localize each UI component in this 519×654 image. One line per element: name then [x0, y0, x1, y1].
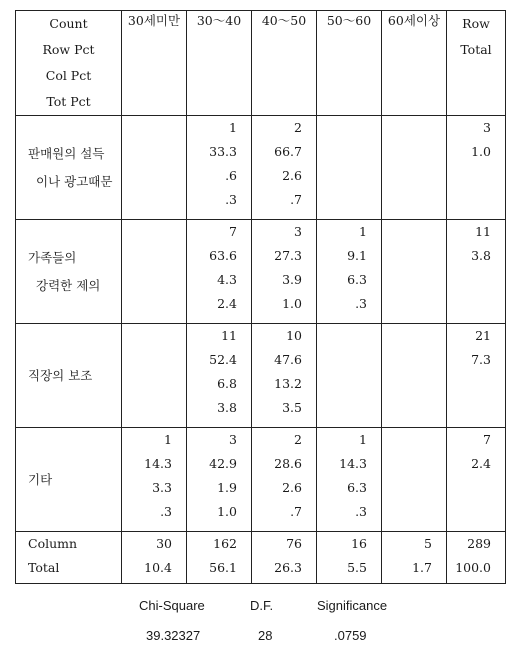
data-cell: [122, 324, 187, 428]
column-total-value: 16: [351, 536, 367, 551]
column-total-value: 162: [213, 536, 237, 551]
row-total-cell: [447, 428, 506, 532]
row-label-cell: [16, 220, 122, 324]
cell-value: 3.5: [282, 400, 302, 415]
cell-value: 3.3: [152, 480, 172, 495]
cell-value: 2.6: [282, 168, 302, 183]
chi-square-label: Chi-Square: [139, 598, 205, 613]
data-cell: [122, 116, 187, 220]
cell-value: 1: [229, 120, 237, 135]
data-cell: [187, 428, 252, 532]
legend-col-pct: Col Pct: [45, 68, 92, 83]
cell-value: 2: [294, 120, 302, 135]
legend-row-pct: Row Pct: [42, 42, 95, 57]
column-total-label-line: Column: [28, 536, 78, 551]
cell-value: .3: [160, 504, 172, 519]
cell-value: 6.3: [347, 480, 367, 495]
column-total-value: 1.7: [412, 560, 432, 575]
column-header-row-total: [447, 11, 506, 116]
column-total-value: 30: [156, 536, 172, 551]
row-label-cell: [16, 428, 122, 532]
cell-value: .3: [225, 192, 237, 207]
data-cell: [382, 428, 447, 532]
legend-count: Count: [49, 16, 88, 31]
cell-value: 1.9: [217, 480, 237, 495]
row-total-value: 7: [483, 432, 491, 447]
row-label-line: 직장의 보조: [28, 367, 93, 383]
cell-value: 4.3: [217, 272, 237, 287]
cell-value: 1: [359, 432, 367, 447]
column-total-value: 76: [286, 536, 302, 551]
column-header-60-plus: 60세이상: [382, 11, 447, 116]
data-cell: [252, 220, 317, 324]
cell-value: 27.3: [274, 248, 302, 263]
row-total-value: 11: [475, 224, 491, 239]
row-label-cell: [16, 324, 122, 428]
data-cell: [187, 324, 252, 428]
row-label-line: 기타: [28, 471, 53, 487]
row-total-value: 21: [475, 328, 491, 343]
header-row: [16, 11, 506, 116]
cell-value: 11: [221, 328, 237, 343]
row-label-line: 강력한 제의: [36, 277, 101, 293]
table-row: [16, 324, 506, 428]
cell-value: 3.8: [217, 400, 237, 415]
legend-tot-pct: Tot Pct: [46, 94, 91, 109]
data-cell: [317, 116, 382, 220]
column-total-row: [16, 532, 506, 584]
row-total-value: 1.0: [471, 144, 491, 159]
cell-value: 9.1: [347, 248, 367, 263]
data-cell: [252, 116, 317, 220]
row-total-value: 7.3: [471, 352, 491, 367]
cell-value: 10: [286, 328, 302, 343]
table-row: [16, 428, 506, 532]
chi-square-value: 39.32327: [146, 628, 201, 643]
cell-value: 28.6: [274, 456, 302, 471]
cell-value: .6: [225, 168, 237, 183]
cell-value: 13.2: [274, 376, 302, 391]
column-total-cell: [317, 532, 382, 584]
cell-value: 47.6: [274, 352, 302, 367]
cell-value: 1.0: [217, 504, 237, 519]
cell-value: 14.3: [339, 456, 367, 471]
column-total-label-cell: [16, 532, 122, 584]
data-cell: [317, 324, 382, 428]
significance-label: Significance: [317, 598, 388, 613]
row-total-cell: [447, 116, 506, 220]
row-total-value: 3.8: [471, 248, 491, 263]
column-header-50-60: 50～60: [317, 11, 382, 116]
column-header-under-30: 30세미만: [122, 11, 187, 116]
header-legend-cell: [16, 11, 122, 116]
column-total-value: 26.3: [274, 560, 302, 575]
column-total-value: 5.5: [347, 560, 367, 575]
grand-total-value: 289: [467, 536, 491, 551]
column-total-value: 56.1: [209, 560, 237, 575]
cell-value: 33.3: [209, 144, 237, 159]
column-total-value: 5: [424, 536, 432, 551]
cell-value: 7: [229, 224, 237, 239]
cell-value: 66.7: [274, 144, 302, 159]
data-cell: [317, 220, 382, 324]
data-cell: [382, 220, 447, 324]
data-cell: [317, 428, 382, 532]
cell-value: .7: [290, 192, 302, 207]
cell-value: 6.8: [217, 376, 237, 391]
crosstab-table: [15, 10, 506, 584]
df-value: 28: [258, 628, 273, 643]
data-cell: [252, 324, 317, 428]
cell-value: 63.6: [209, 248, 237, 263]
row-total-value: 2.4: [471, 456, 491, 471]
cell-value: 1.0: [282, 296, 302, 311]
data-cell: [122, 428, 187, 532]
data-cell: [122, 220, 187, 324]
row-total-cell: [447, 220, 506, 324]
table-row: [16, 220, 506, 324]
cell-value: 3: [294, 224, 302, 239]
table-row: [16, 116, 506, 220]
grand-total-cell: [447, 532, 506, 584]
row-label-line: 가족들의: [28, 249, 77, 265]
df-label: D.F.: [250, 598, 274, 613]
cell-value: .3: [355, 504, 367, 519]
column-total-cell: [252, 532, 317, 584]
data-cell: [382, 116, 447, 220]
data-cell: [187, 116, 252, 220]
cell-value: .3: [355, 296, 367, 311]
cell-value: 14.3: [144, 456, 172, 471]
grand-total-value: 100.0: [455, 560, 491, 575]
cell-value: 42.9: [209, 456, 237, 471]
cell-value: .7: [290, 504, 302, 519]
row-total-cell: [447, 324, 506, 428]
row-label-cell: [16, 116, 122, 220]
column-total-label-line: Total: [28, 560, 60, 575]
row-total-value: 3: [483, 120, 491, 135]
cell-value: 2.4: [217, 296, 237, 311]
data-cell: [187, 220, 252, 324]
cell-value: 3.9: [282, 272, 302, 287]
cell-value: 2: [294, 432, 302, 447]
cell-value: 2.6: [282, 480, 302, 495]
row-label-line: 이나 광고때문: [36, 173, 113, 189]
cell-value: 1: [164, 432, 172, 447]
column-header-30-40: 30～40: [187, 11, 252, 116]
column-total-cell: [187, 532, 252, 584]
significance-value: .0759: [334, 628, 367, 643]
row-total-line-1: Row: [462, 16, 490, 31]
cell-value: 3: [229, 432, 237, 447]
cell-value: 1: [359, 224, 367, 239]
data-cell: [252, 428, 317, 532]
row-total-line-2: Total: [460, 42, 492, 57]
column-total-cell: [382, 532, 447, 584]
cell-value: 52.4: [209, 352, 237, 367]
row-label-line: 판매원의 설득: [28, 145, 105, 161]
cell-value: 6.3: [347, 272, 367, 287]
column-header-40-50: 40～50: [252, 11, 317, 116]
column-total-cell: [122, 532, 187, 584]
column-total-value: 10.4: [144, 560, 172, 575]
data-cell: [382, 324, 447, 428]
